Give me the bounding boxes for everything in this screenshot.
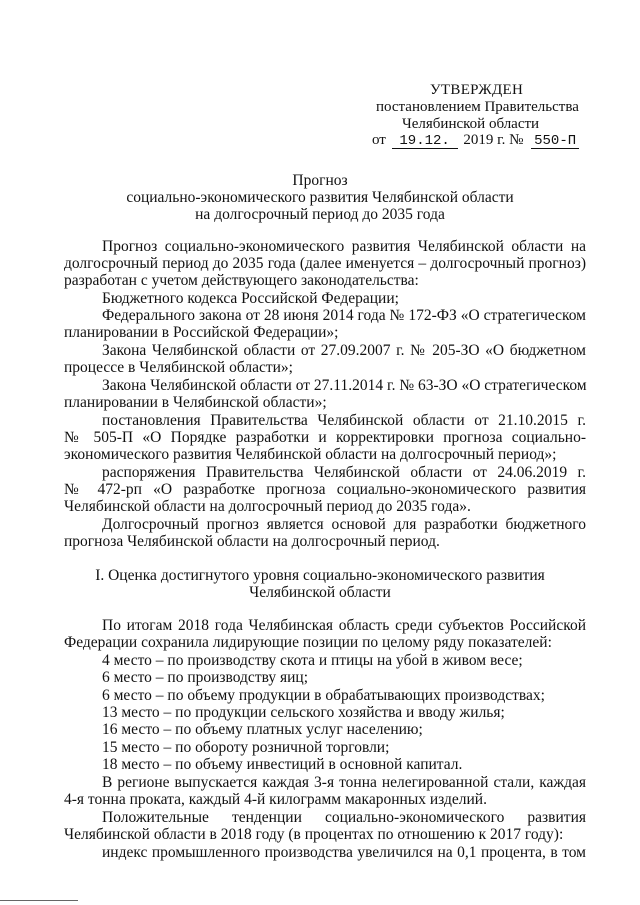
text-line: Челябинской области на долгосрочный период до 2035 года».: [64, 498, 471, 515]
ranking-item: 4 место – по производству скота и птицы на убой в живом весе;: [102, 652, 523, 669]
text-line: долгосрочный период до 2035 года (далее именуется – долгосрочный прогноз): [64, 255, 586, 272]
section-heading-line-2: Челябинской области: [249, 584, 391, 601]
ranking-item: 6 место – по производству яиц;: [102, 669, 309, 686]
text-line: экономического развития Челябинской области на долгосрочный период»;: [64, 446, 557, 463]
text-line: планировании в Челябинской области»;: [64, 394, 327, 411]
approval-number-field: 550-П: [531, 134, 579, 149]
ranking-item: 6 место – по объему продукции в обрабатывающих производствах;: [102, 687, 545, 704]
text-line: процессе в Челябинской области»;: [64, 359, 293, 376]
text-line: разработан с учетом действующего законодательства:: [64, 272, 419, 289]
approval-heading: УТВЕРЖДЕН: [430, 82, 524, 98]
text-line: По итогам 2018 года Челябинская область среди субъектов Российской: [102, 617, 586, 634]
title-line-1: Прогноз: [292, 172, 348, 189]
title-line-2: социально-экономического развития Челябинской области: [126, 189, 514, 206]
text-line: Челябинской области в 2018 году (в процентах по отношению к 2017 году):: [64, 826, 564, 843]
text-line: № 472-рп «О разработке прогноза социально-экономического развития: [64, 481, 586, 498]
approval-body-line-2: Челябинской области: [402, 116, 540, 132]
text-line: 4-я тонна проката, каждый 4-й килограмм макаронных изделий.: [64, 791, 487, 808]
text-line: Закона Челябинской области от 27.09.2007 г. № 205-ЗО «О бюджетном: [102, 342, 586, 359]
text-line: № 505-П «О Порядке разработки и корректировки прогноза социально-: [64, 429, 586, 446]
text-line: Прогноз социально-экономического развития Челябинской области на: [102, 238, 586, 255]
text-line: постановления Правительства Челябинской области от 21.10.2015 г.: [102, 412, 586, 429]
approval-date-line: [372, 132, 579, 149]
text-line: В регионе выпускается каждая 3-я тонна нелегированной стали, каждая: [102, 774, 586, 791]
text-line: Федерального закона от 28 июня 2014 года № 172-ФЗ «О стратегическом: [102, 307, 586, 324]
text-line: Долгосрочный прогноз является основой для разработки бюджетного: [102, 516, 586, 533]
ranking-item: 13 место – по продукции сельского хозяйства и вводу жилья;: [102, 704, 505, 721]
footnote-divider: [0, 900, 78, 901]
text-line: Положительные тенденции социально-экономического развития: [102, 809, 586, 826]
text-line: распоряжения Правительства Челябинской области от 24.06.2019 г.: [102, 464, 586, 481]
text-line: индекс промышленного производства увеличился на 0,1 процента, в том: [102, 844, 586, 861]
text-line: прогноза Челябинской области на долгосрочный период.: [64, 533, 440, 550]
section-heading-line-1: I. Оценка достигнутого уровня социально-экономического развития: [95, 567, 545, 584]
number-sign: №: [509, 132, 524, 148]
date-prefix: от: [372, 132, 386, 148]
approval-body-line-1: постановлением Правительства: [376, 99, 579, 115]
text-line: Закона Челябинской области от 27.11.2014 г. № 63-ЗО «О стратегическом: [102, 377, 587, 394]
title-line-3: на долгосрочный период до 2035 года: [195, 206, 445, 223]
ranking-item: 16 место – по объему платных услуг населению;: [102, 721, 423, 738]
approval-year: 2019 г.: [463, 132, 506, 148]
ranking-item: 18 место – по объему инвестиций в основной капитал.: [102, 756, 463, 773]
ranking-item: 15 место – по обороту розничной торговли;: [102, 739, 390, 756]
text-line: Бюджетного кодекса Российской Федерации;: [102, 290, 399, 307]
text-line: Федерации сохранила лидирующие позиции по целому ряду показателей:: [64, 634, 552, 651]
approval-date-field: 19.12.: [392, 134, 458, 149]
text-line: планировании в Российской Федерации»;: [64, 324, 339, 341]
